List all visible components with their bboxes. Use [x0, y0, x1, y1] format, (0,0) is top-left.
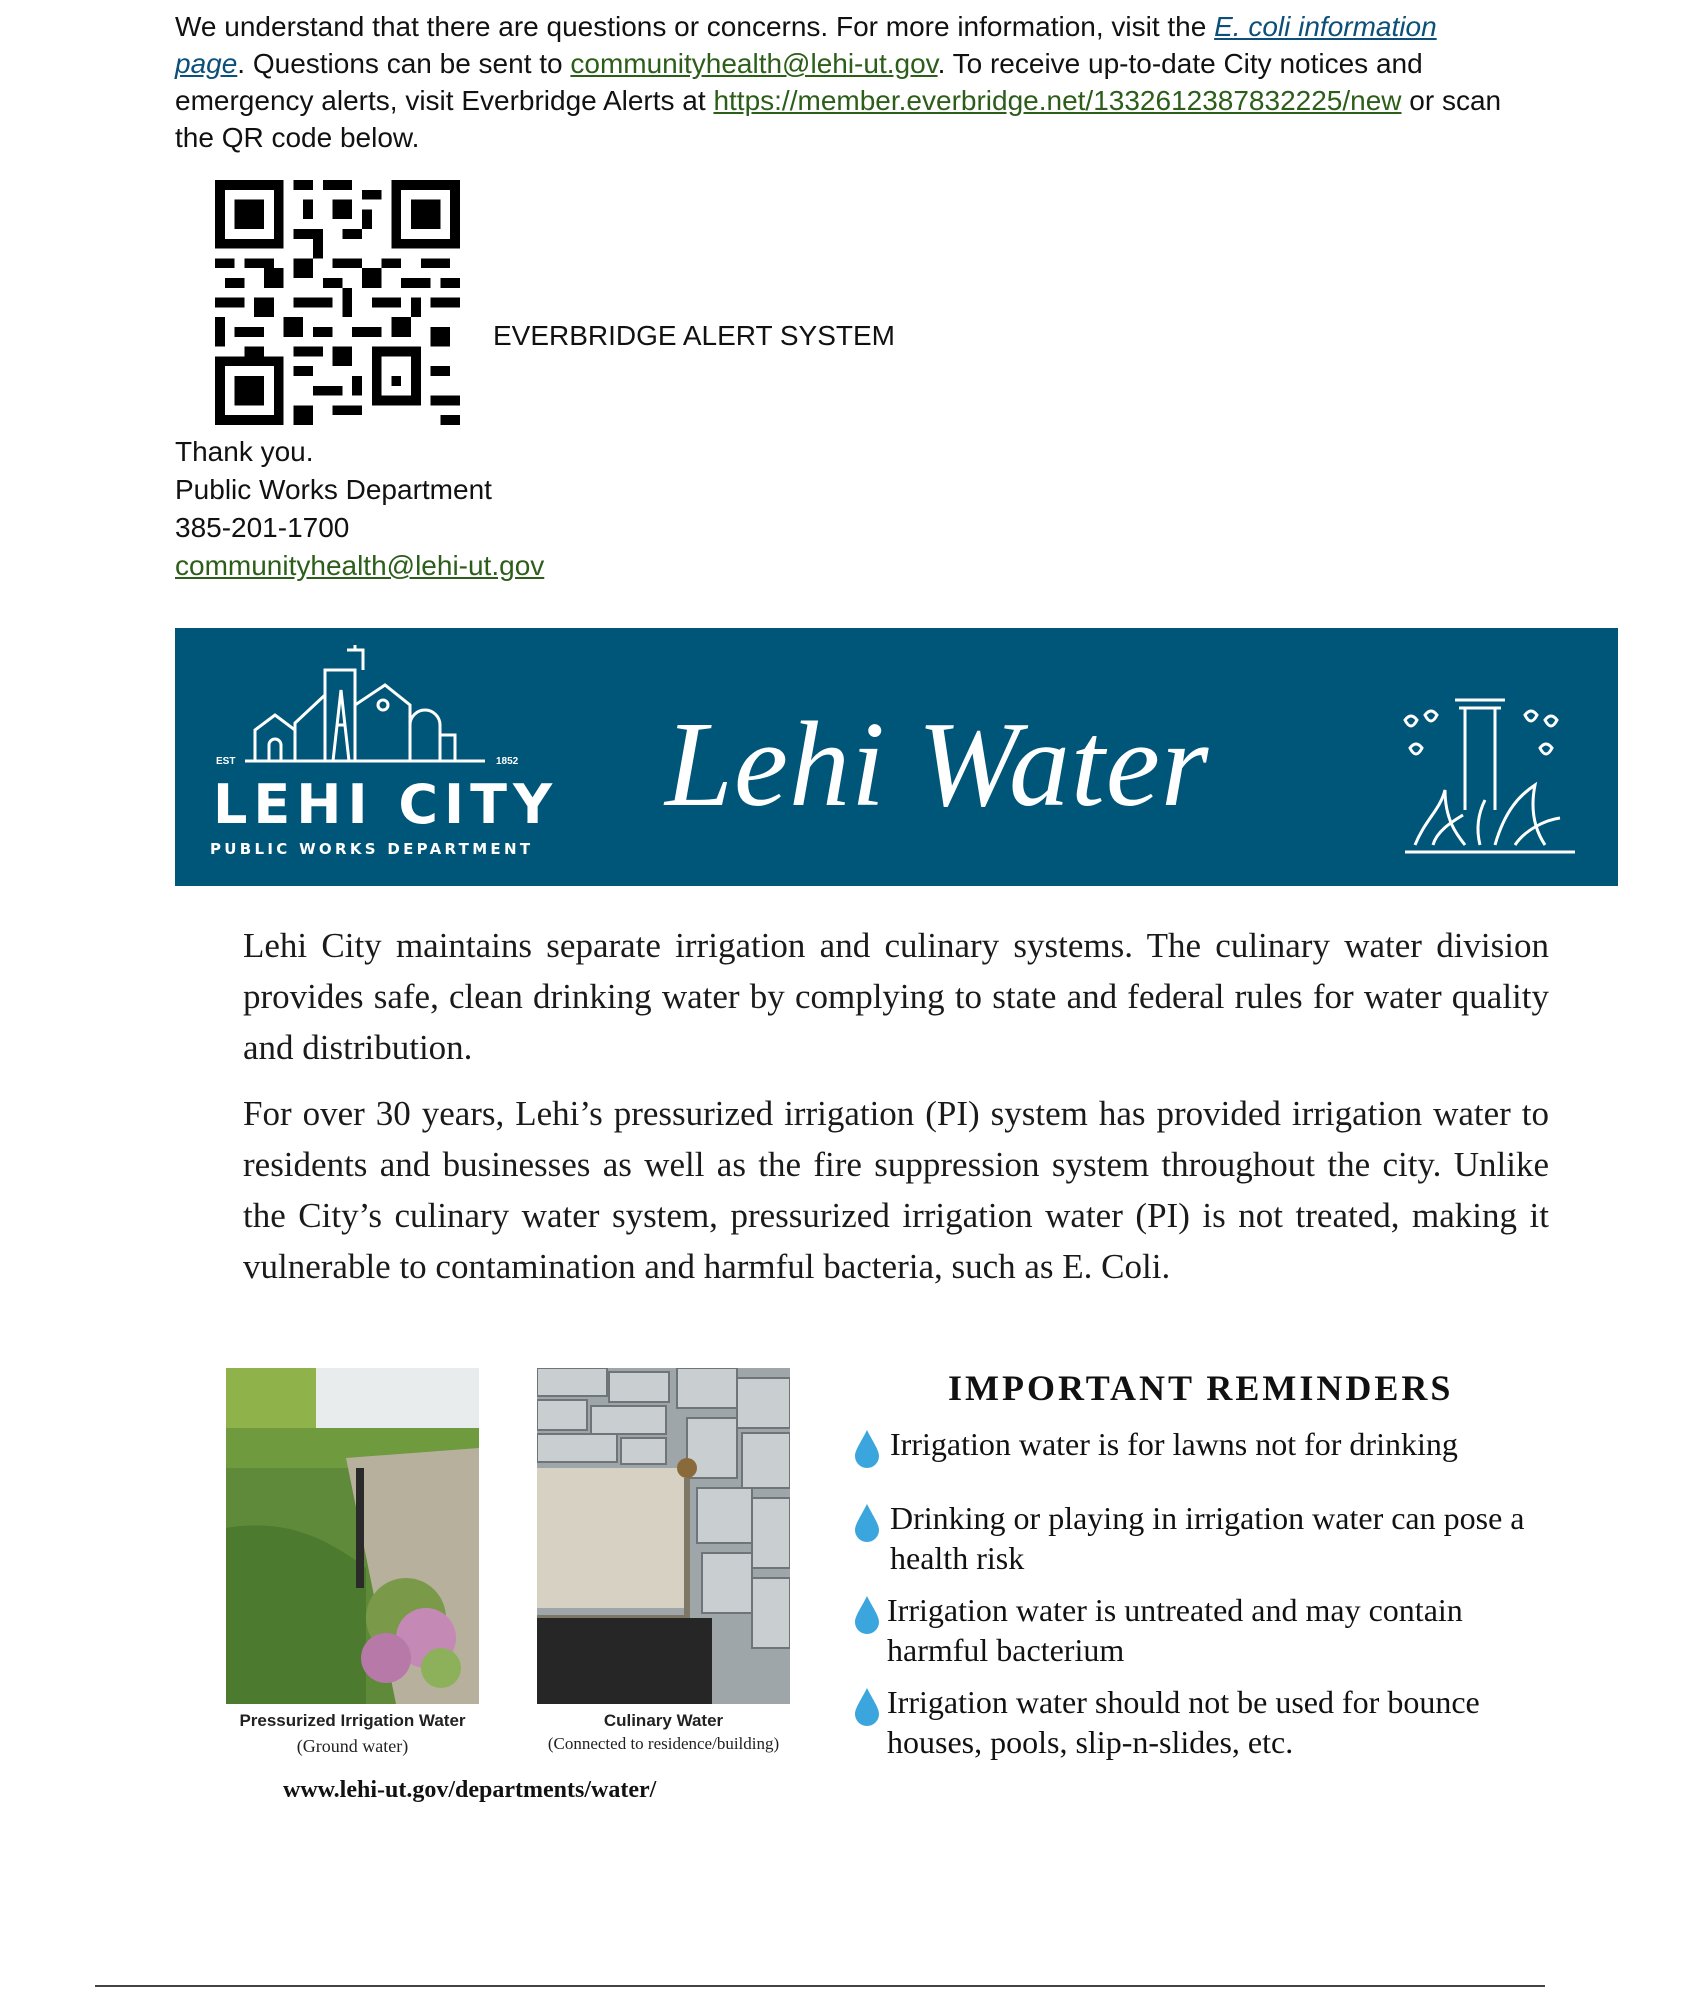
qr-label: EVERBRIDGE ALERT SYSTEM — [493, 320, 895, 351]
signature-email-link[interactable]: communityhealth@lehi-ut.gov — [175, 550, 545, 581]
qr-code-icon[interactable] — [215, 180, 460, 425]
photo2-caption-title: Culinary Water — [603, 1711, 724, 1730]
signature-block — [175, 433, 544, 585]
photo2-caption-sub: (Connected to residence/building) — [547, 1734, 780, 1753]
intro-text-4: or scan the QR code below. — [175, 85, 1502, 153]
reminder-text: Irrigation water is untreated and may contain harmful bacterium — [887, 1592, 1463, 1668]
reminder-item — [853, 1498, 1553, 1582]
water-drop-icon — [853, 1502, 881, 1542]
logo-dept-name: PUBLIC WORKS DEPARTMENT — [210, 840, 534, 858]
logo-year: 1852 — [496, 756, 519, 767]
body-paragraph-1: Lehi City maintains separate irrigation and culinary systems. The culinary water division provides safe, clean drinking water by complying to state and federal rules for water quality and distribution. — [243, 926, 1549, 1067]
intro-text-3: . To receive up-to-date City notices and emergency alerts, visit Everbridge Alerts at — [175, 48, 1423, 116]
intro-text-1: We understand that there are questions or concerns. For more information, visit the — [175, 11, 1215, 42]
water-drop-icon — [853, 1428, 881, 1468]
lehi-city-skyline-icon — [245, 645, 485, 765]
footer-rule — [95, 1985, 1545, 1987]
water-department-website-link[interactable]: www.lehi-ut.gov/departments/water/ — [283, 1777, 657, 1803]
water-drop-icon — [853, 1594, 881, 1634]
reminder-text: Drinking or playing in irrigation water can pose a health risk — [890, 1500, 1525, 1576]
pressurized-irrigation-photo — [226, 1368, 479, 1704]
thanks-text: Thank you. — [175, 436, 314, 467]
reminders-title: IMPORTANT REMINDERS — [948, 1368, 1454, 1408]
reminder-text: Irrigation water is for lawns not for drinking — [890, 1426, 1458, 1462]
reminder-item — [853, 1682, 1553, 1766]
reminder-item — [853, 1590, 1553, 1674]
intro-paragraph — [175, 8, 1505, 156]
community-health-email-link[interactable]: communityhealth@lehi-ut.gov — [570, 48, 938, 79]
sprinkler-icon — [1385, 690, 1580, 855]
reminder-text: Irrigation water should not be used for bounce houses, pools, slip-n-slides, etc. — [887, 1684, 1480, 1760]
water-drop-icon — [853, 1686, 881, 1726]
logo-est: EST — [216, 756, 236, 767]
photo1-caption-sub: (Ground water) — [296, 1736, 409, 1756]
logo-city-name: LEHI CITY — [213, 773, 559, 836]
intro-text-2: . Questions can be sent to — [237, 48, 571, 79]
banner-title: Lehi Water — [665, 697, 1210, 832]
everbridge-url-link[interactable]: https://member.everbridge.net/1332612387832225/new — [713, 85, 1402, 116]
body-paragraph-2: For over 30 years, Lehi’s pressurized irrigation (PI) system has provided irrigation water to residents and businesses as well as the fire suppression system throughout the city. Unlike the City’s culinary water system, pressurized irrigation water (PI) is not treated, making it vulnerable to contamination and harmful bacteria, such as E. Coli. — [243, 1094, 1549, 1286]
reminder-item — [853, 1424, 1553, 1468]
ecoli-info-link[interactable]: E. coli information page — [175, 11, 1437, 79]
culinary-water-photo — [537, 1368, 790, 1704]
phone-number: 385-201-1700 — [175, 512, 350, 543]
dept-name: Public Works Department — [175, 474, 492, 505]
photo1-caption-title: Pressurized Irrigation Water — [239, 1711, 466, 1730]
